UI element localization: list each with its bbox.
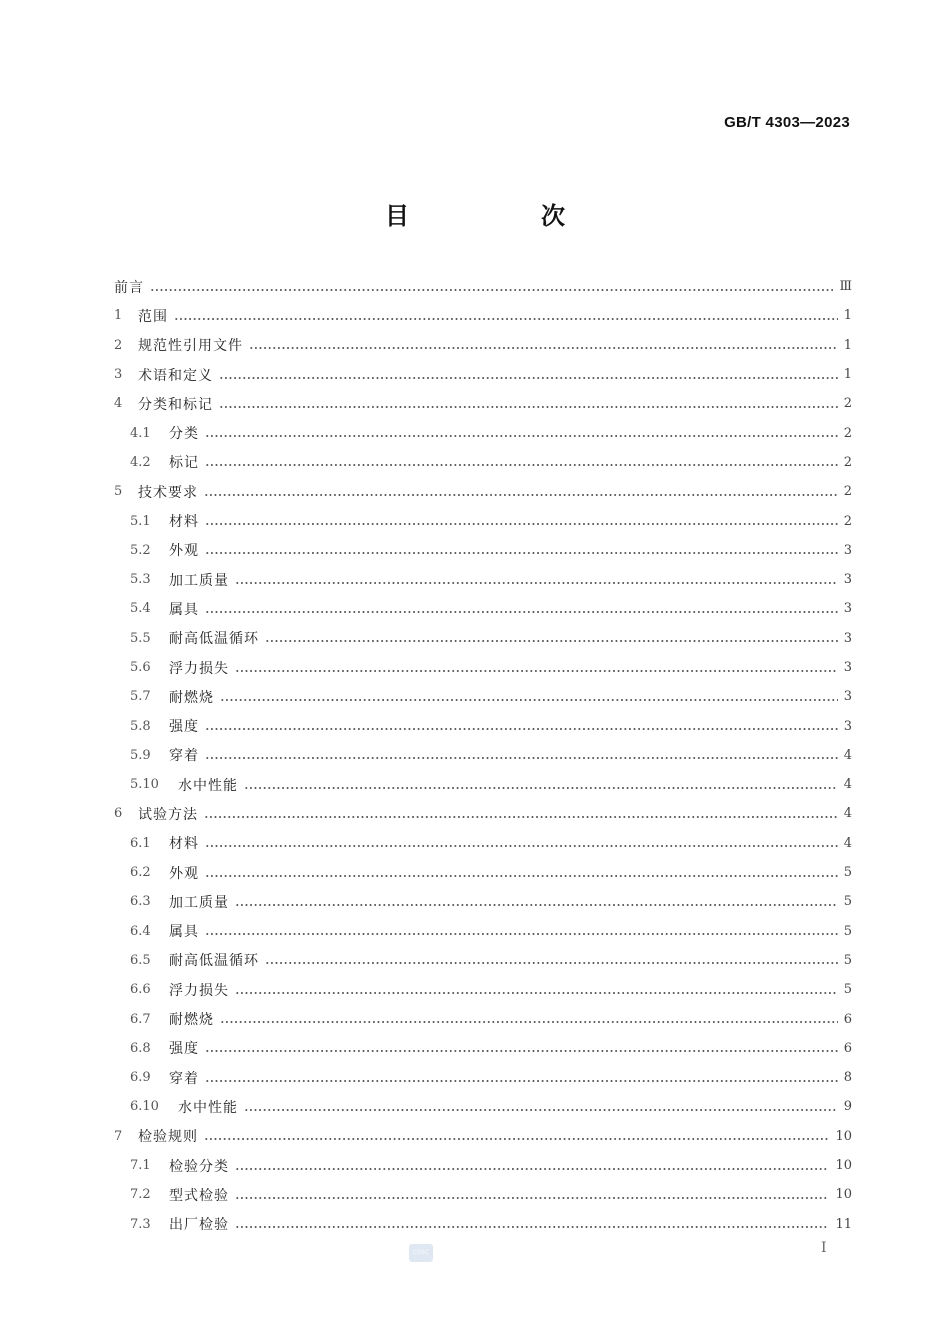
toc-entry[interactable] (114, 1063, 852, 1092)
toc-entry-page: 2 (843, 454, 852, 470)
toc-entry-page: 10 (835, 1128, 852, 1144)
toc-entry-page: 2 (843, 484, 852, 500)
toc-entry-page: Ⅲ (839, 279, 852, 295)
toc-entry-label: 材料 (169, 836, 199, 853)
table-of-contents (114, 272, 852, 1239)
toc-entry-number: 5.3 (130, 572, 151, 588)
toc-entry[interactable] (114, 624, 852, 653)
toc-entry-label: 试验方法 (138, 806, 198, 823)
toc-entry-page: 3 (843, 718, 852, 734)
toc-dot-leader (235, 670, 838, 672)
toc-entry-label: 水中性能 (178, 1099, 238, 1116)
toc-dot-leader (244, 1109, 838, 1111)
toc-entry[interactable] (114, 799, 852, 828)
toc-entry-label: 水中性能 (178, 777, 238, 794)
toc-dot-leader (205, 523, 838, 525)
toc-dot-leader (249, 347, 838, 349)
toc-entry[interactable] (114, 682, 852, 711)
toc-entry-label: 规范性引用文件 (138, 338, 243, 355)
toc-entry[interactable] (114, 418, 852, 447)
toc-entry-page: 5 (843, 865, 852, 881)
toc-dot-leader (205, 611, 838, 613)
toc-entry-label: 穿着 (169, 748, 199, 765)
toc-entry-page: 3 (843, 542, 852, 558)
toc-entry[interactable] (114, 829, 852, 858)
toc-entry[interactable] (114, 917, 852, 946)
toc-entry[interactable] (114, 448, 852, 477)
toc-entry[interactable] (114, 331, 852, 360)
toc-entry[interactable] (114, 477, 852, 506)
toc-entry-number: 6.9 (130, 1070, 151, 1086)
toc-entry-label: 检验规则 (138, 1129, 198, 1146)
toc-entry-number: 6.7 (130, 1011, 151, 1027)
toc-entry[interactable] (114, 565, 852, 594)
toc-entry-label: 强度 (169, 719, 199, 736)
toc-entry[interactable] (114, 1034, 852, 1063)
toc-entry[interactable] (114, 653, 852, 682)
toc-entry-label: 穿着 (169, 1070, 199, 1087)
toc-entry-page: 10 (835, 1158, 852, 1174)
toc-entry-number: 4.2 (130, 454, 151, 470)
toc-entry-label: 耐燃烧 (169, 689, 214, 706)
toc-entry-page: 6 (843, 1011, 852, 1027)
toc-entry-page: 3 (843, 660, 852, 675)
toc-entry-page: 9 (843, 1099, 852, 1115)
toc-entry-page: 10 (835, 1187, 852, 1203)
page-title: 目 次 (385, 202, 619, 230)
toc-dot-leader (265, 640, 838, 642)
toc-entry-page: 5 (843, 952, 852, 968)
toc-entry-page: 8 (843, 1070, 852, 1086)
toc-entry-number: 6.8 (130, 1040, 151, 1056)
toc-entry-label: 前言 (114, 279, 144, 296)
toc-entry-number: 5.7 (130, 689, 151, 705)
toc-entry-label: 属具 (169, 601, 199, 618)
toc-dot-leader (205, 552, 838, 554)
toc-entry[interactable] (114, 858, 852, 887)
toc-entry-number: 7 (114, 1128, 123, 1144)
toc-entry-number: 2 (114, 337, 123, 353)
toc-entry-label: 加工质量 (169, 572, 229, 589)
toc-entry-label: 标记 (169, 455, 199, 472)
toc-entry-page: 2 (843, 513, 852, 529)
toc-entry-number: 7.3 (130, 1216, 151, 1232)
toc-entry[interactable] (114, 711, 852, 740)
toc-dot-leader (204, 816, 838, 818)
toc-entry-number: 1 (114, 308, 123, 324)
toc-entry[interactable] (114, 272, 852, 301)
toc-entry-label: 外观 (169, 543, 199, 560)
toc-entry-number: 5 (114, 484, 123, 500)
standard-code: GB/T 4303—2023 (724, 114, 850, 131)
toc-entry-page: 5 (843, 982, 852, 998)
toc-entry-label: 加工质量 (169, 894, 229, 911)
toc-dot-leader (235, 904, 838, 906)
page-number: I (821, 1240, 827, 1256)
toc-dot-leader (205, 757, 838, 759)
toc-entry-page: 5 (843, 923, 852, 939)
toc-entry-label: 浮力损失 (169, 660, 229, 677)
toc-entry-number: 7.2 (130, 1187, 151, 1203)
toc-entry-page: 5 (843, 894, 852, 910)
toc-entry-page: 1 (843, 337, 852, 353)
toc-entry[interactable] (114, 1151, 852, 1180)
toc-dot-leader (235, 1197, 829, 1199)
toc-entry-number: 5.6 (130, 660, 151, 675)
toc-entry-label: 强度 (169, 1041, 199, 1058)
toc-entry-number: 5.1 (130, 513, 151, 529)
toc-entry-number: 4 (114, 396, 123, 412)
toc-entry-number: 6.4 (130, 923, 151, 939)
toc-entry[interactable] (114, 1122, 852, 1151)
toc-entry-number: 5.9 (130, 747, 151, 763)
toc-entry-label: 范围 (138, 308, 168, 325)
toc-entry[interactable] (114, 770, 852, 799)
toc-entry-label: 耐燃烧 (169, 1012, 214, 1029)
toc-entry[interactable] (114, 594, 852, 623)
toc-entry[interactable] (114, 389, 852, 418)
toc-entry-page: 3 (843, 601, 852, 617)
toc-entry-page: 4 (843, 806, 852, 822)
toc-dot-leader (205, 1050, 838, 1052)
toc-entry-page: 3 (843, 630, 852, 646)
toc-entry-number: 6.2 (130, 865, 151, 881)
toc-entry-page: 1 (843, 308, 852, 324)
toc-dot-leader (205, 1080, 838, 1082)
toc-entry[interactable] (114, 887, 852, 916)
toc-entry-label: 型式检验 (169, 1187, 229, 1204)
toc-entry-number: 7.1 (130, 1158, 151, 1174)
toc-dot-leader (205, 435, 838, 437)
toc-entry[interactable] (114, 301, 852, 330)
toc-entry-number: 6.1 (130, 835, 151, 851)
toc-dot-leader (205, 933, 838, 935)
toc-entry-page: 4 (843, 835, 852, 851)
toc-entry-number: 5.4 (130, 601, 151, 617)
toc-dot-leader (235, 992, 838, 994)
toc-dot-leader (205, 728, 838, 730)
toc-entry-number: 5.8 (130, 718, 151, 734)
toc-entry[interactable] (114, 1004, 852, 1033)
toc-entry-label: 耐高低温循环 (169, 953, 259, 970)
toc-entry-number: 6.3 (130, 894, 151, 910)
toc-entry-page: 2 (843, 425, 852, 441)
toc-entry[interactable] (114, 741, 852, 770)
toc-entry-number: 5.5 (130, 630, 151, 646)
toc-entry-number: 3 (114, 367, 123, 383)
toc-dot-leader (150, 289, 833, 291)
toc-entry-number: 6.6 (130, 982, 151, 998)
toc-entry[interactable] (114, 946, 852, 975)
toc-entry[interactable] (114, 1092, 852, 1121)
toc-entry-label: 浮力损失 (169, 982, 229, 999)
toc-entry-label: 检验分类 (169, 1158, 229, 1175)
toc-entry[interactable] (114, 975, 852, 1004)
toc-dot-leader (205, 464, 838, 466)
toc-entry-page: 6 (843, 1040, 852, 1056)
toc-entry-label: 出厂检验 (169, 1217, 229, 1234)
toc-dot-leader (235, 1168, 829, 1170)
toc-entry-label: 技术要求 (138, 484, 198, 501)
toc-entry-label: 术语和定义 (138, 367, 213, 384)
toc-dot-leader (265, 962, 838, 964)
toc-entry-number: 6.5 (130, 952, 151, 968)
toc-entry-page: 4 (843, 777, 852, 793)
toc-entry[interactable] (114, 1210, 852, 1239)
toc-dot-leader (219, 406, 838, 408)
toc-dot-leader (220, 1021, 838, 1023)
toc-entry-label: 外观 (169, 865, 199, 882)
toc-entry-number: 5.10 (130, 777, 159, 793)
toc-entry-page: 4 (843, 747, 852, 763)
toc-dot-leader (235, 1226, 829, 1228)
toc-entry-label: 材料 (169, 514, 199, 531)
toc-dot-leader (205, 875, 838, 877)
toc-entry-page: 3 (843, 572, 852, 588)
toc-entry-label: 耐高低温循环 (169, 631, 259, 648)
toc-entry-number: 5.2 (130, 542, 151, 558)
toc-dot-leader (235, 582, 838, 584)
toc-dot-leader (220, 699, 838, 701)
toc-dot-leader (204, 1138, 829, 1140)
toc-entry-page: 2 (843, 396, 852, 412)
toc-entry-number: 4.1 (130, 425, 151, 441)
toc-dot-leader (219, 377, 838, 379)
toc-entry[interactable] (114, 1180, 852, 1209)
toc-entry[interactable] (114, 536, 852, 565)
toc-entry-label: 分类 (169, 426, 199, 443)
toc-entry-page: 11 (835, 1216, 852, 1232)
toc-entry-page: 1 (843, 367, 852, 383)
toc-entry-number: 6.10 (130, 1099, 159, 1115)
toc-entry-label: 分类和标记 (138, 396, 213, 413)
toc-dot-leader (174, 318, 838, 320)
toc-entry[interactable] (114, 506, 852, 535)
watermark-logo: CSSC (409, 1244, 433, 1262)
toc-dot-leader (244, 787, 838, 789)
toc-entry-number: 6 (114, 806, 123, 822)
toc-entry-label: 属具 (169, 924, 199, 941)
toc-entry[interactable] (114, 360, 852, 389)
toc-dot-leader (204, 494, 838, 496)
toc-dot-leader (205, 845, 838, 847)
toc-entry-page: 3 (843, 689, 852, 705)
